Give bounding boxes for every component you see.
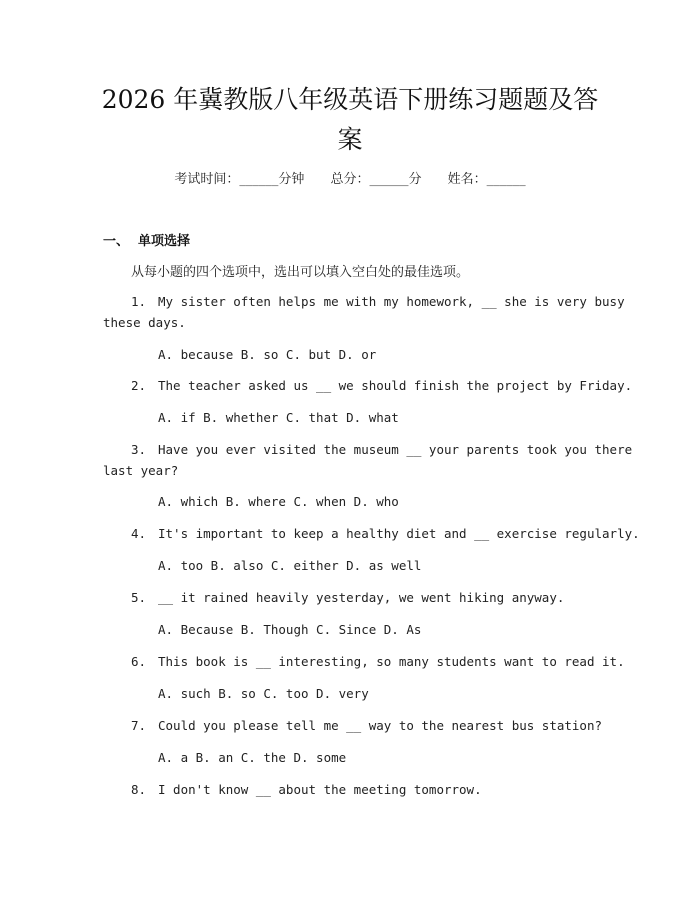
question-3 <box>131 442 632 457</box>
question-6 <box>131 654 625 669</box>
question-text: I don't know __ about the meeting tomorrow. <box>158 782 482 797</box>
question-text: The teacher asked us __ we should finish the project by Friday. <box>158 378 633 393</box>
section-title: 单项选择 <box>138 234 191 249</box>
question-text: Have you ever visited the museum __ your parents took you there <box>158 442 633 457</box>
question-8 <box>131 782 482 797</box>
section-heading <box>103 230 190 249</box>
question-7-options: A. a B. an C. the D. some <box>158 750 347 765</box>
question-text: Could you please tell me __ way to the nearest bus station? <box>158 718 603 733</box>
question-2 <box>131 378 632 393</box>
question-1 <box>131 294 625 309</box>
title-line-2: 案 <box>337 125 363 154</box>
student-name-label: 姓名：______ <box>447 172 526 187</box>
question-text: __ it rained heavily yesterday, we went hiking anyway. <box>158 590 565 605</box>
question-number: 2. <box>131 378 147 393</box>
question-number: 3. <box>131 442 147 457</box>
question-1-continuation: these days. <box>103 315 186 330</box>
exam-time-label: 考试时间：______分钟 <box>174 172 305 187</box>
total-score-label: 总分：______分 <box>330 172 422 187</box>
question-number: 7. <box>131 718 147 733</box>
question-6-options: A. such B. so C. too D. very <box>158 686 369 701</box>
question-1-options: A. because B. so C. but D. or <box>158 347 377 362</box>
question-text: This book is __ interesting, so many students want to read it. <box>158 654 625 669</box>
question-number: 1. <box>131 294 147 309</box>
section-number: 一、 <box>103 234 130 249</box>
question-5 <box>131 590 564 605</box>
question-3-continuation: last year? <box>103 463 179 478</box>
section-instruction: 从每小题的四个选项中，选出可以填入空白处的最佳选项。 <box>131 265 470 280</box>
question-2-options: A. if B. whether C. that D. what <box>158 410 399 425</box>
question-text: It's important to keep a healthy diet and __ exercise regularly. <box>158 526 640 541</box>
question-3-options: A. which B. where C. when D. who <box>158 494 399 509</box>
question-4 <box>131 526 640 541</box>
question-7 <box>131 718 602 733</box>
question-number: 8. <box>131 782 147 797</box>
question-5-options: A. Because B. Though C. Since D. As <box>158 622 422 637</box>
exam-meta <box>0 168 700 187</box>
page-title <box>80 80 620 160</box>
question-number: 6. <box>131 654 147 669</box>
title-line-1: 2026 年冀教版八年级英语下册练习题题及答 <box>101 85 599 114</box>
question-number: 5. <box>131 590 147 605</box>
question-4-options: A. too B. also C. either D. as well <box>158 558 422 573</box>
question-number: 4. <box>131 526 147 541</box>
question-text: My sister often helps me with my homework, __ she is very busy <box>158 294 625 309</box>
